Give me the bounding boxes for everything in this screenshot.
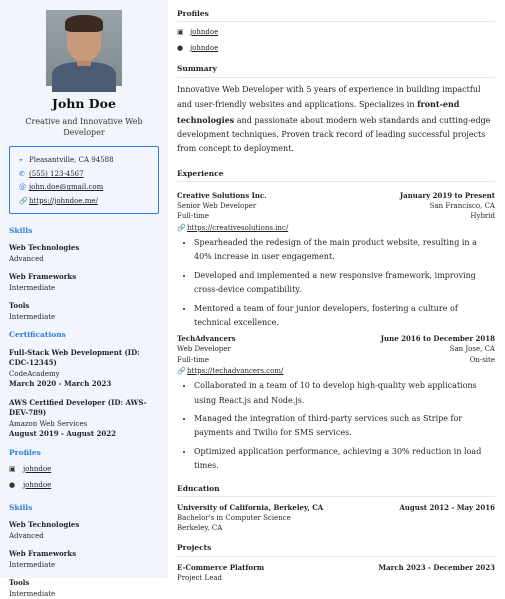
linkedin-icon: ▣	[177, 28, 184, 36]
skill-level: Intermediate	[9, 560, 56, 569]
experience-entry	[177, 191, 495, 330]
github-icon: ●	[9, 480, 16, 489]
profile-linkedin[interactable]	[177, 24, 495, 40]
sidebar-profiles-title: Profiles	[9, 447, 41, 457]
github-link[interactable]: johndoe	[23, 480, 52, 489]
sidebar-profile-linkedin[interactable]	[9, 461, 159, 477]
github-link[interactable]: johndoe	[190, 44, 219, 52]
person-tagline: Creative and Innovative Web Developer	[25, 116, 143, 138]
project-entry	[177, 563, 495, 583]
job-bullet: • Mentored a team of four junior developers, fostering a culture of technical excellence.	[194, 302, 495, 331]
skill-name: Web Technologies	[9, 243, 80, 253]
linkedin-link[interactable]: johndoe	[23, 464, 52, 473]
company-link[interactable]: https://techadvancers.com/	[187, 366, 284, 375]
skill-item	[9, 272, 159, 293]
project-dates: March 2023 - December 2023	[378, 562, 495, 572]
skill-name: Tools	[9, 301, 30, 311]
certification-item	[9, 348, 159, 390]
project-role: Project Lead	[177, 573, 222, 582]
contact-box	[9, 146, 159, 214]
main-content	[177, 0, 495, 582]
summary-text: Innovative Web Developer with 5 years of experience in building impactful and user-friendly websites and applications. Specializes in front-end technologies and passionate about modern web standards and cutting-edge development techniques. Proven track record of leading successful projects from concept to deployment.	[177, 84, 491, 154]
certification-name: Full-Stack Web Development (ID: CDC-12345)	[9, 347, 140, 368]
job-mode: On-site	[469, 355, 495, 364]
person-name: John Doe	[52, 96, 116, 111]
job-role: Senior Web Developer	[177, 202, 257, 211]
experience-entry	[177, 334, 495, 473]
skill-level: Intermediate	[9, 589, 56, 598]
job-location: San Jose, CA	[449, 345, 495, 354]
experience-title: Experience	[177, 169, 495, 182]
certification-name: AWS Certified Developer (ID: AWS-DEV-789)	[9, 397, 147, 418]
profile-photo	[46, 10, 122, 86]
link-icon: 🔗	[177, 366, 186, 375]
sidebar-certifications-title: Certifications	[9, 330, 66, 340]
certification-issuer: Amazon Web Services	[9, 419, 88, 428]
school-name: University of California, Berkeley, CA	[177, 502, 324, 512]
certification-item	[9, 398, 159, 440]
link-icon: 🔗	[19, 196, 28, 205]
job-bullet: • Optimized application performance, achieving a 30% reduction in load times.	[194, 445, 495, 474]
company-link[interactable]: https://creativesolutions.inc/	[187, 223, 289, 232]
company-name: TechAdvancers	[177, 334, 236, 344]
job-bullets	[177, 379, 495, 473]
skill-level: Advanced	[9, 254, 44, 263]
linkedin-icon: ▣	[9, 464, 16, 473]
skill-item	[9, 578, 159, 599]
job-bullet: • Managed the integration of third-party services such as Stripe for payments and Twilio for SMS services.	[194, 412, 495, 441]
job-bullets	[177, 236, 495, 330]
map-pin-icon: ⌖	[19, 156, 23, 165]
skill-item	[9, 520, 159, 541]
profiles-title: Profiles	[177, 9, 495, 22]
projects-title: Projects	[177, 543, 495, 556]
job-location: San Francisco, CA	[429, 202, 495, 211]
phone-icon: ✆	[19, 169, 25, 178]
company-name: Creative Solutions Inc.	[177, 191, 267, 201]
profile-github[interactable]	[177, 40, 495, 56]
sidebar	[0, 0, 168, 598]
phone-link[interactable]: (555) 123-4567	[29, 169, 84, 178]
job-type: Full-time	[177, 212, 210, 221]
education-title: Education	[177, 484, 495, 497]
certification-issuer: CodeAcademy	[9, 369, 60, 378]
website-link[interactable]: https://johndoe.me/	[29, 196, 98, 205]
contact-email[interactable]	[19, 181, 149, 195]
email-link[interactable]: john.doe@gmail.com	[29, 183, 104, 192]
skill-level: Intermediate	[9, 312, 56, 321]
skill-name: Web Frameworks	[9, 549, 77, 559]
job-bullet: • Collaborated in a team of 10 to develop high-quality web applications using React.js and Node.js.	[194, 379, 495, 408]
summary-title: Summary	[177, 64, 495, 77]
education-dates: August 2012 - May 2016	[399, 502, 495, 512]
sidebar-skills2-title: Skills	[9, 502, 33, 512]
job-type: Full-time	[177, 355, 210, 364]
skill-item	[9, 549, 159, 570]
certification-dates: August 2019 - August 2022	[9, 429, 116, 439]
sidebar-profile-github[interactable]	[9, 477, 159, 493]
project-name: E-Commerce Platform	[177, 562, 265, 572]
at-icon: @	[19, 183, 26, 192]
degree: Bachelor's in Computer Science	[177, 514, 291, 523]
linkedin-link[interactable]: johndoe	[190, 28, 219, 36]
summary-bold: front-end technologies	[177, 99, 460, 125]
job-dates: January 2019 to Present	[399, 191, 495, 201]
link-icon: 🔗	[177, 223, 186, 232]
skill-item	[9, 301, 159, 322]
job-role: Web Developer	[177, 345, 231, 354]
skill-level: Advanced	[9, 531, 44, 540]
skill-item	[9, 243, 159, 264]
skill-name: Web Frameworks	[9, 272, 77, 282]
company-url[interactable]	[177, 223, 495, 234]
skill-name: Web Technologies	[9, 520, 80, 530]
job-bullet: • Spearheaded the redesign of the main product website, resulting in a 40% increase in user engagement.	[194, 236, 495, 265]
sidebar-skills-title: Skills	[9, 225, 33, 235]
company-url[interactable]	[177, 366, 495, 377]
github-icon: ●	[177, 44, 184, 52]
contact-location	[19, 154, 149, 168]
education-location: Berkeley, CA	[177, 524, 223, 533]
job-dates: June 2016 to December 2018	[380, 334, 495, 344]
skill-level: Intermediate	[9, 283, 56, 292]
location-text: Pleasantville, CA 94588	[29, 156, 114, 165]
certification-dates: March 2020 - March 2023	[9, 379, 112, 389]
education-entry	[177, 503, 495, 533]
job-bullet: • Developed and implemented a new responsive framework, improving cross-device compatibility.	[194, 269, 495, 298]
skill-name: Tools	[9, 578, 30, 588]
contact-phone[interactable]	[19, 167, 149, 181]
job-mode: Hybrid	[470, 212, 495, 221]
contact-website[interactable]	[19, 194, 149, 208]
